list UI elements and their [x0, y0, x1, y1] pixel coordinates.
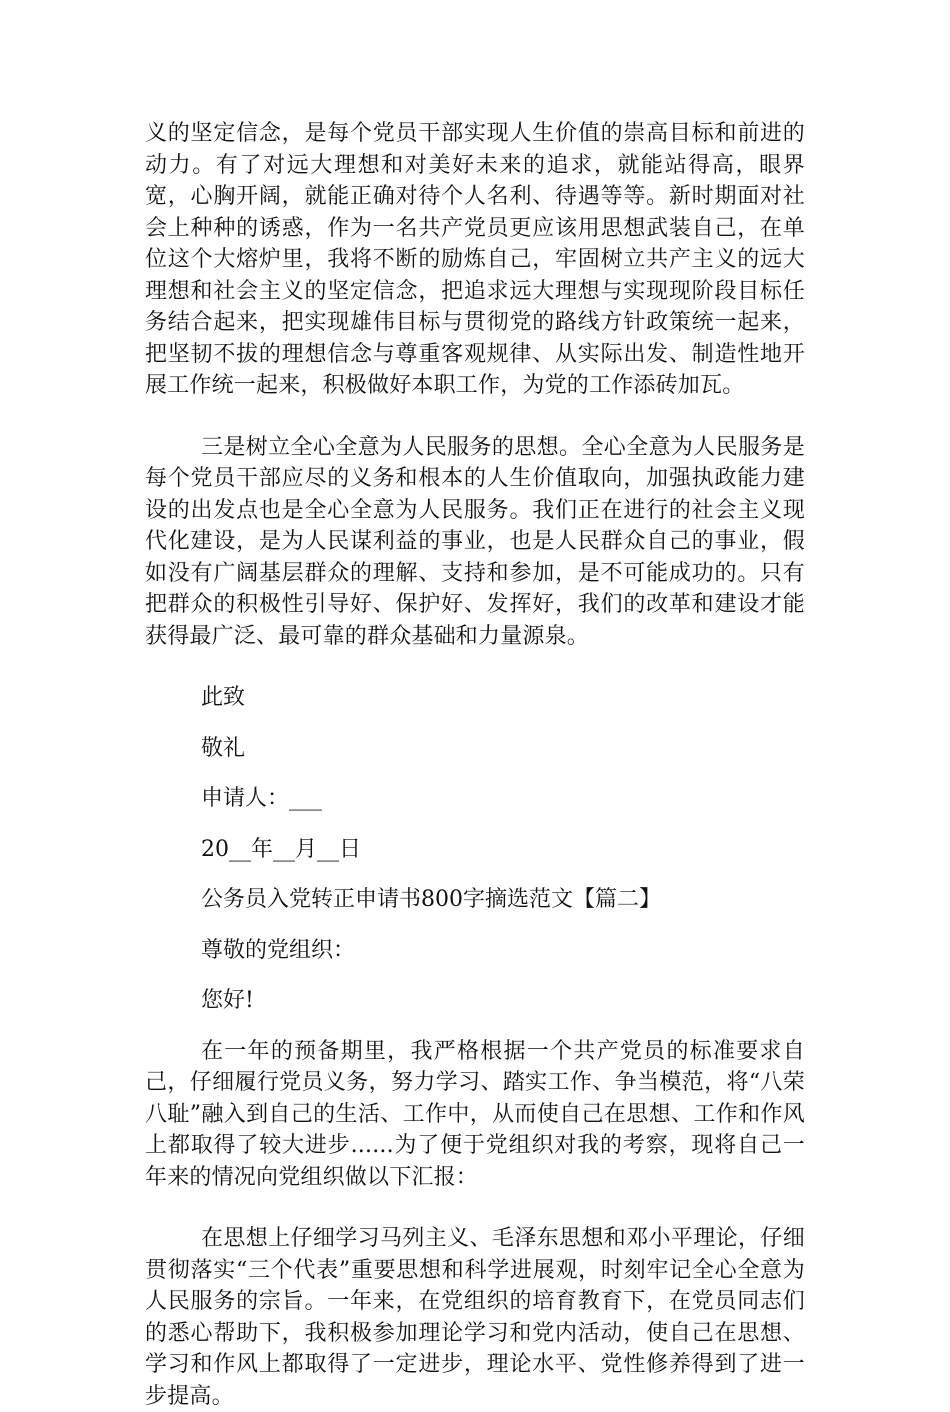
greeting: 您好! [201, 988, 254, 1013]
paragraph-probation-summary: 在一年的预备期里，我严格根据一个共产党员的标准要求自己，仔细履行党员义务，努力学习、踏实工作、争当模范，将“八荣八耻”融入到自己的生活、工作中，从而使自己在思想、工作和作风上都取得了较大进步......为了便于党组织对我的考察，现将自己一年来的情况向党组织做以下汇报： [145, 1038, 805, 1190]
section-title: 公务员入党转正申请书800字摘选范文【篇二】 [201, 887, 661, 912]
salutation: 尊敬的党组织： [201, 937, 356, 963]
applicant-line: 申请人：___ [201, 786, 323, 811]
paragraph-ideals-continued: 义的坚定信念，是每个党员干部实现人生价值的崇高目标和前进的动力。有了对远大理想和对美好未来的追求，就能站得高，眼界宽，心胸开阔，就能正确对待个人名利、待遇等等。新时期面对社会上种种的诱惑，作为一名共产党员更应该用思想武装自己，在单位这个大熔炉里，我将不断的励炼自己，牢固树立共产主义的远大理想和社会主义的坚定信念，把追求远大理想与实现现阶段目标任务结合起来，把实现雄伟目标与贯彻党的路线方针政策统一起来，把坚韧不拔的理想信念与尊重客观规律、从实际出发、制造性地开展工作统一起来，积极做好本职工作，为党的工作添砖加瓦。 [145, 121, 805, 398]
document-body [145, 118, 805, 1412]
paragraph-serve-the-people: 三是树立全心全意为人民服务的思想。全心全意为人民服务是每个党员干部应尽的义务和根本的人生价值取向，加强执政能力建设的出发点也是全心全意为人民服务。我们正在进行的社会主义现代化建设，是为人民谋利益的事业，也是人民群众自己的事业，假如没有广阔基层群众的理解、支持和参加，是不可能成功的。只有把群众的积极性引导好、保护好、发挥好，我们的改革和建设才能获得最广泛、最可靠的群众基础和力量源泉。 [145, 434, 805, 649]
closing-regards: 敬礼 [201, 735, 246, 761]
closing-salute: 此致 [201, 685, 246, 710]
paragraph-ideological-study: 在思想上仔细学习马列主义、毛泽东思想和邓小平理论，仔细贯彻落实“三个代表”重要思想和科学进展观，时刻牢记全心全意为人民服务的宗旨。一年来，在党组织的培育教育下，在党员同志们的悉心帮助下，我积极参加理论学习和党内活动，使自己在思想、学习和作风上都取得了一定进步，理论水平、党性修养得到了进一步提高。 [145, 1226, 805, 1409]
date-line: 20__年__月__日 [201, 836, 361, 862]
